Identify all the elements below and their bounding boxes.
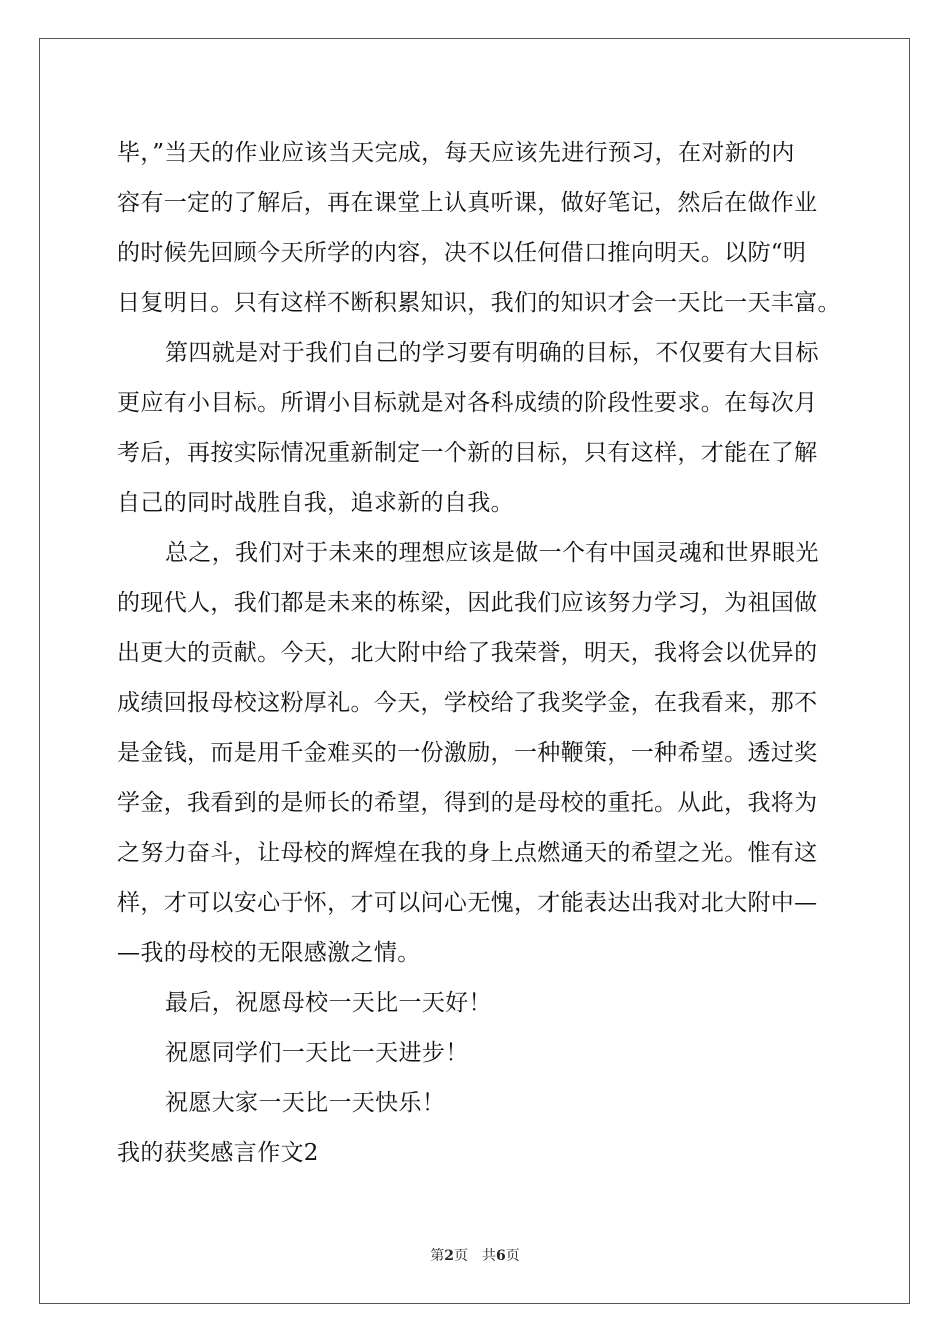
- text-line: 容有一定的了解后，再在课堂上认真听课，做好笔记，然后在做作业: [117, 190, 818, 216]
- current-page-number: 2: [444, 1248, 454, 1264]
- document-body: [117, 128, 842, 1178]
- text-line: 自己的同时战胜自我，追求新的自我。: [117, 490, 514, 516]
- text-line: 祝愿大家一天比一天快乐！: [165, 1090, 446, 1116]
- text-line: 成绩回报母校这粉厚礼。今天，学校给了我奖学金，在我看来，那不: [117, 690, 818, 716]
- page-footer: [0, 1247, 950, 1265]
- text-line: 的时候先回顾今天所学的内容，决不以任何借口推向明天。以防“明: [117, 240, 807, 266]
- text-line: 样，才可以安心于怀，才可以问心无愧，才能表达出我对北大附中—: [117, 890, 818, 916]
- text-line: 学金，我看到的是师长的希望，得到的是母校的重托。从此，我将为: [117, 790, 818, 816]
- footer-suffix: 页: [505, 1248, 520, 1264]
- text-line: 毕，”当天的作业应该当天完成，每天应该先进行预习，在对新的内: [117, 140, 795, 166]
- text-line: 祝愿同学们一天比一天进步！: [165, 1040, 469, 1066]
- text-line: —我的母校的无限感激之情。: [117, 940, 421, 966]
- text-line: 日复明日。只有这样不断积累知识，我们的知识才会一天比一天丰富。: [117, 290, 841, 316]
- text-line: 之努力奋斗，让母校的辉煌在我的身上点燃通天的希望之光。惟有这: [117, 840, 818, 866]
- footer-prefix: 第: [430, 1248, 445, 1264]
- text-line: 考后，再按实际情况重新制定一个新的目标，只有这样，才能在了解: [117, 440, 818, 466]
- text-line: 更应有小目标。所谓小目标就是对各科成绩的阶段性要求。在每次月: [117, 390, 818, 416]
- text-line: 是金钱，而是用千金难买的一份激励，一种鞭策，一种希望。透过奖: [117, 740, 818, 766]
- text-line: 第四就是对于我们自己的学习要有明确的目标，不仅要有大目标: [165, 340, 819, 366]
- section-heading: 我的获奖感言作文2: [117, 1140, 319, 1166]
- text-line: 的现代人，我们都是未来的栋梁，因此我们应该努力学习，为祖国做: [117, 590, 818, 616]
- text-line: 最后，祝愿母校一天比一天好！: [165, 990, 492, 1016]
- footer-middle: 页 共: [454, 1248, 496, 1264]
- total-pages-number: 6: [496, 1248, 506, 1264]
- text-line: 总之，我们对于未来的理想应该是做一个有中国灵魂和世界眼光: [165, 540, 819, 566]
- text-line: 出更大的贡献。今天，北大附中给了我荣誉，明天，我将会以优异的: [117, 640, 818, 666]
